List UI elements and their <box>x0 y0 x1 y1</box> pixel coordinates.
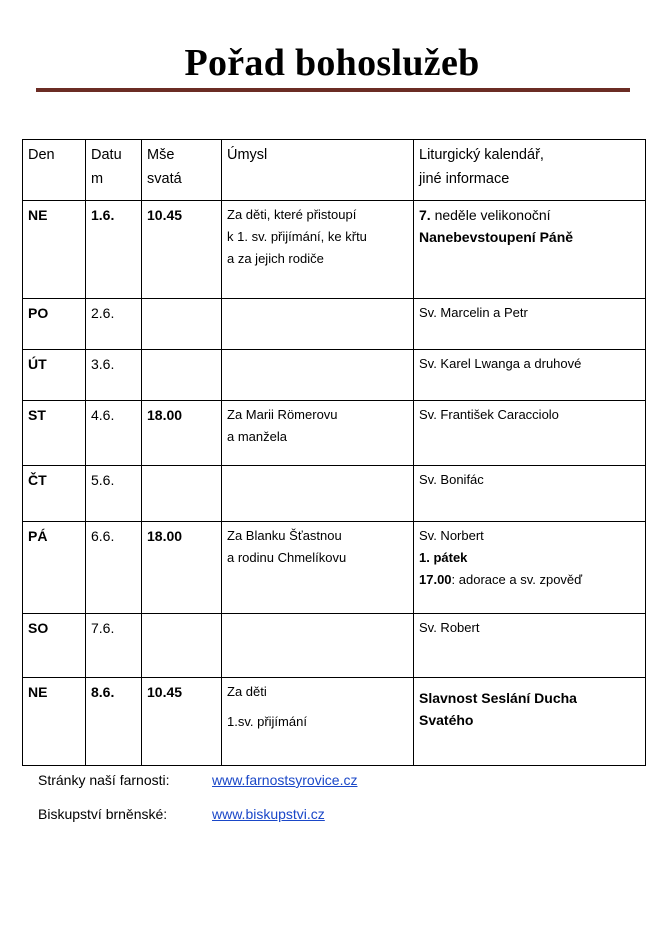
table-row <box>23 614 646 678</box>
cell-mse: 10.45 <box>142 678 222 766</box>
cell-datum: 2.6. <box>86 299 142 350</box>
cell-den: ST <box>23 401 86 466</box>
cell-umysl: Za Marii Römerovu a manžela <box>222 401 414 466</box>
page-title: Pořad bohoslužeb <box>184 42 480 84</box>
table-row <box>23 522 646 614</box>
cell-mse <box>142 299 222 350</box>
cell-umysl <box>222 350 414 401</box>
table-row <box>23 350 646 401</box>
biskupstvi-link[interactable]: www.biskupstvi.cz <box>212 806 325 822</box>
cell-mse: 18.00 <box>142 401 222 466</box>
table-row <box>23 299 646 350</box>
footer-farnost-label: Stránky naší farnosti: <box>38 772 170 788</box>
footer-biskupstvi-label: Biskupství brněnské: <box>38 806 168 822</box>
cell-umysl: Za Blanku Šťastnou a rodinu Chmelíkovu <box>222 522 414 614</box>
cell-kalendar: Sv. Norbert 1. pátek 17.00: adorace a sv. zpověď <box>414 522 646 614</box>
cell-den: NE <box>23 201 86 299</box>
cell-kalendar: Sv. Karel Lwanga a druhové <box>414 350 646 401</box>
title-divider <box>36 88 630 92</box>
cell-umysl <box>222 614 414 678</box>
header-kalendar: Liturgický kalendář, jiné informace <box>414 140 646 201</box>
cell-den: NE <box>23 678 86 766</box>
cell-mse: 10.45 <box>142 201 222 299</box>
table-header-row <box>23 140 646 201</box>
table-row <box>23 466 646 522</box>
cell-datum: 4.6. <box>86 401 142 466</box>
header-den: Den <box>23 140 86 201</box>
cell-datum: 5.6. <box>86 466 142 522</box>
table-row <box>23 678 646 766</box>
cell-den: ČT <box>23 466 86 522</box>
header-umysl: Úmysl <box>222 140 414 201</box>
header-mse: Mše svatá <box>142 140 222 201</box>
cell-den: PO <box>23 299 86 350</box>
schedule-table <box>22 139 646 766</box>
cell-kalendar: Slavnost Seslání Ducha Svatého <box>414 678 646 766</box>
table-row <box>23 401 646 466</box>
cell-den: SO <box>23 614 86 678</box>
cell-umysl <box>222 299 414 350</box>
cell-umysl: Za děti, které přistoupí k 1. sv. přijímání, ke křtu a za jejich rodiče <box>222 201 414 299</box>
cell-kalendar: Sv. Robert <box>414 614 646 678</box>
cell-mse: 18.00 <box>142 522 222 614</box>
cell-kalendar: Sv. Bonifác <box>414 466 646 522</box>
cell-kalendar: Sv. Marcelin a Petr <box>414 299 646 350</box>
cell-kalendar: 7. neděle velikonoční Nanebevstoupení Páně <box>414 201 646 299</box>
cell-datum: 6.6. <box>86 522 142 614</box>
cell-den: PÁ <box>23 522 86 614</box>
cell-datum: 1.6. <box>86 201 142 299</box>
cell-kalendar: Sv. František Caracciolo <box>414 401 646 466</box>
header-datum: Datu m <box>86 140 142 201</box>
cell-umysl: Za děti 1.sv. přijímání <box>222 678 414 766</box>
cell-den: ÚT <box>23 350 86 401</box>
cell-mse <box>142 614 222 678</box>
cell-datum: 7.6. <box>86 614 142 678</box>
farnost-link[interactable]: www.farnostsyrovice.cz <box>212 772 358 788</box>
cell-datum: 8.6. <box>86 678 142 766</box>
cell-umysl <box>222 466 414 522</box>
cell-mse <box>142 466 222 522</box>
table-row <box>23 201 646 299</box>
cell-datum: 3.6. <box>86 350 142 401</box>
cell-mse <box>142 350 222 401</box>
